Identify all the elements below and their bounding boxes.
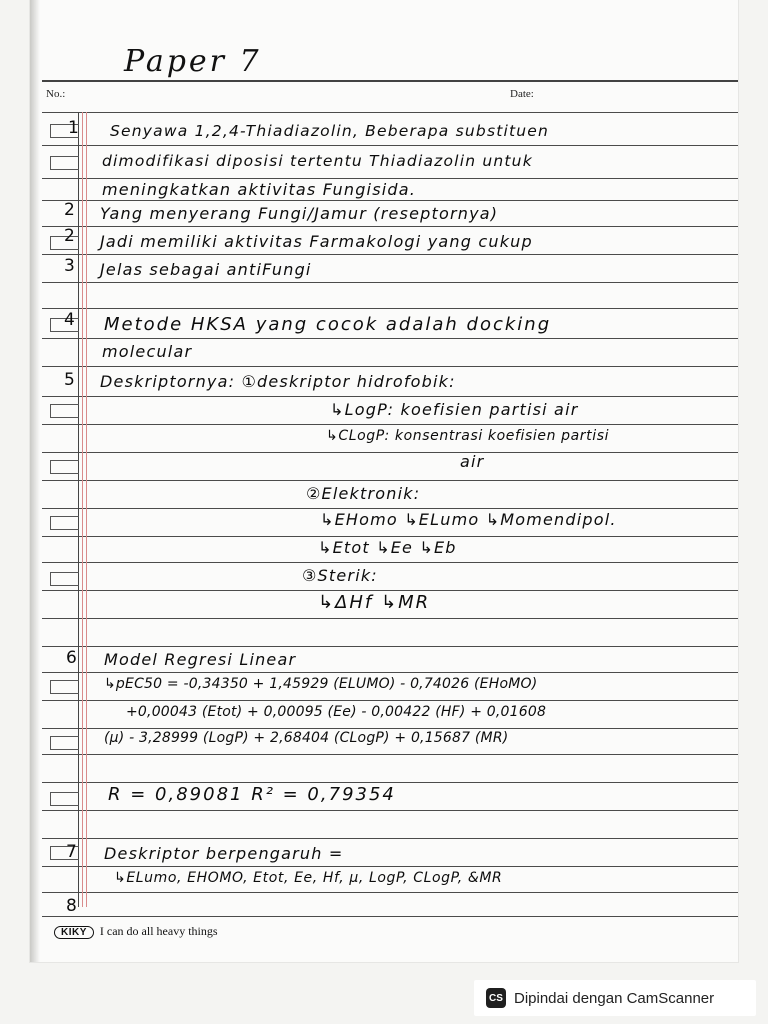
rule-line	[42, 700, 738, 701]
handwritten-line: dimodifikasi diposisi tertentu Thiadiazolin untuk	[102, 152, 533, 170]
rule-line	[42, 562, 738, 563]
rule-line	[42, 396, 738, 397]
rule-line	[42, 452, 738, 453]
rule-line	[42, 728, 738, 729]
rule-line	[42, 338, 738, 339]
rule-line	[42, 866, 738, 867]
item-number: 6	[66, 648, 77, 668]
brand-logo: KIKY	[54, 926, 94, 939]
rule-line	[42, 508, 738, 509]
rule-line	[42, 646, 738, 647]
rule-line	[42, 754, 738, 755]
camscanner-watermark	[474, 980, 756, 1016]
rule-line	[42, 618, 738, 619]
page-title: Paper 7	[124, 44, 262, 79]
rule-line	[42, 892, 738, 893]
number-box	[50, 680, 79, 694]
handwritten-line: ↳CLogP: konsentrasi koefisien partisi	[326, 428, 610, 444]
rule-line	[42, 282, 738, 283]
camscanner-icon: CS	[486, 988, 506, 1008]
number-box	[50, 156, 79, 170]
rule-line	[42, 782, 738, 783]
margin-line	[86, 112, 87, 907]
handwritten-line: ↳Etot ↳Ee ↳Eb	[318, 538, 457, 557]
number-box	[50, 792, 79, 806]
handwritten-line: meningkatkan aktivitas Fungisida.	[102, 180, 417, 199]
item-number: 7	[66, 842, 77, 862]
rule-line	[42, 226, 738, 227]
rule-line	[42, 366, 738, 367]
item-number: 3	[64, 256, 75, 276]
rule-line	[42, 838, 738, 839]
date-label: Date:	[510, 88, 534, 100]
rule-line	[42, 254, 738, 255]
number-box	[50, 736, 79, 750]
number-box	[50, 572, 79, 586]
handwritten-line: R = 0,89081 R² = 0,79354	[108, 784, 396, 805]
handwritten-line: ↳pEC50 = -0,34350 + 1,45929 (ELUMO) - 0,74026 (EHoMO)	[104, 676, 538, 692]
item-number: 1	[68, 118, 79, 138]
rule-line	[42, 672, 738, 673]
handwritten-line: air	[460, 452, 485, 471]
item-number: 4	[64, 310, 75, 330]
handwritten-line: Model Regresi Linear	[104, 650, 297, 669]
handwritten-line: ③Sterik:	[302, 566, 378, 585]
item-number: 2	[64, 200, 75, 220]
rule-line	[42, 480, 738, 481]
rule-line	[42, 536, 738, 537]
handwritten-line: Senyawa 1,2,4-Thiadiazolin, Beberapa substituen	[110, 122, 550, 140]
handwritten-line: ②Elektronik:	[306, 484, 421, 503]
handwritten-line: Deskriptornya: ①deskriptor hidrofobik:	[100, 372, 456, 391]
number-box	[50, 460, 79, 474]
handwritten-line: ↳ELumo, EHOMO, Etot, Ee, Hf, μ, LogP, CLogP, &MR	[114, 870, 503, 886]
ruled-lines	[30, 0, 738, 962]
rule-line	[42, 308, 738, 309]
rule-line	[42, 145, 738, 146]
rule-line	[42, 810, 738, 811]
item-number: 5	[64, 370, 75, 390]
number-box	[50, 404, 79, 418]
notebook-footer	[54, 924, 218, 939]
margin-line	[82, 112, 83, 907]
rule-line	[42, 424, 738, 425]
watermark-text: Dipindai dengan CamScanner	[514, 989, 715, 1007]
rule-line	[42, 112, 738, 113]
handwritten-line: ↳ΔHf ↳MR	[318, 592, 431, 613]
notebook-page	[30, 0, 738, 962]
handwritten-line: molecular	[102, 342, 193, 361]
handwritten-line: ↳LogP: koefisien partisi air	[330, 400, 579, 419]
handwritten-line: ↳EHomo ↳ELumo ↳Momendipol.	[320, 510, 617, 529]
rule-line	[42, 200, 738, 201]
handwritten-line: Jelas sebagai antiFungi	[100, 260, 312, 279]
handwritten-line: +0,00043 (Etot) + 0,00095 (Ee) - 0,00422 (HF) + 0,01608	[126, 704, 547, 720]
handwritten-line: Metode HKSA yang cocok adalah docking	[104, 314, 552, 335]
rule-line	[42, 916, 738, 917]
handwritten-line: Yang menyerang Fungi/Jamur (reseptornya)	[100, 204, 499, 223]
rule-line	[42, 590, 738, 591]
handwritten-line: (μ) - 3,28999 (LogP) + 2,68404 (CLogP) + 0,15687 (MR)	[104, 730, 509, 746]
handwritten-line: Deskriptor berpengaruh =	[104, 844, 344, 863]
number-box	[50, 516, 79, 530]
item-number: 8	[66, 896, 77, 916]
no-label: No.:	[46, 88, 66, 100]
header-rule	[42, 80, 738, 82]
footer-tagline: I can do all heavy things	[99, 924, 218, 938]
item-number: 2	[64, 226, 75, 246]
handwritten-line: Jadi memiliki aktivitas Farmakologi yang cukup	[100, 232, 533, 251]
rule-line	[42, 178, 738, 179]
